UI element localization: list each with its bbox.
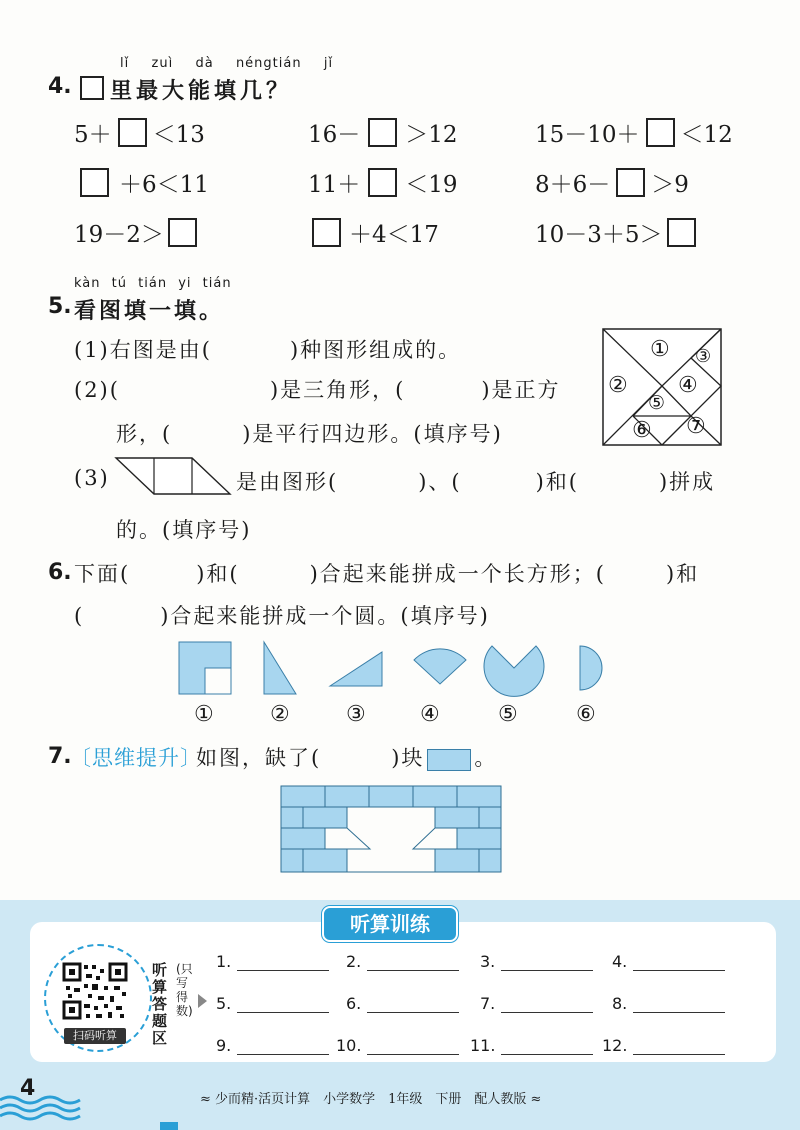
q4-pinyin: lǐ zuì dà néngtián jǐ xyxy=(120,56,334,71)
answer-area-label: 听算答题区 xyxy=(152,961,168,1047)
listen-title: 听算训练 xyxy=(322,906,458,942)
q5-number: 5. xyxy=(48,294,72,319)
q6-number: 6. xyxy=(48,560,72,585)
brick-wall-figure xyxy=(280,785,504,875)
edge-marker xyxy=(160,1122,178,1130)
shape-2 xyxy=(264,642,296,694)
answer-slot[interactable]: 5. xyxy=(216,994,329,1013)
q6-line1: 下面( )和( )合起来能拼成一个长方形；( )和 xyxy=(74,562,700,586)
q5-part3-cont: 的。(填序号) xyxy=(116,518,252,542)
answer-slot[interactable]: 3. xyxy=(480,952,593,971)
shape-5 xyxy=(484,646,544,696)
answer-box[interactable] xyxy=(368,118,397,147)
answer-slot[interactable]: 7. xyxy=(480,994,593,1013)
q7-tag: 〔思维提升〕 xyxy=(70,746,202,770)
tangram-label: ⑦ xyxy=(686,414,706,439)
shape-label: ⑤ xyxy=(498,702,518,727)
shape-label: ② xyxy=(270,702,290,727)
answer-box[interactable] xyxy=(80,168,109,197)
shape-label: ④ xyxy=(420,702,440,727)
q5-part2: (2)( )是三角形，( )是正方 xyxy=(74,378,561,402)
q5-pinyin: kàn tú tián yi tián xyxy=(74,276,232,291)
tangram-label: ⑥ xyxy=(632,418,652,443)
tangram-label: ① xyxy=(650,337,670,362)
tangram-label: ④ xyxy=(678,373,698,398)
q4-item-3: 15－10＋ ＜12 xyxy=(535,116,733,149)
q4-item-5: 11＋ ＜19 xyxy=(308,166,458,199)
shape-label: ③ xyxy=(346,702,366,727)
shape-label: ⑥ xyxy=(576,702,596,727)
parallelogram-figure xyxy=(114,456,232,496)
shape-3 xyxy=(330,652,382,686)
answer-slot[interactable]: 11. xyxy=(470,1036,593,1055)
wave-decoration xyxy=(0,1072,90,1122)
q4-item-4: ＋6＜11 xyxy=(80,166,209,199)
q7-number: 7. xyxy=(48,744,72,769)
answer-area-note: (只写得数) xyxy=(176,962,193,1018)
q4-box-icon xyxy=(80,76,104,104)
qr-code-icon[interactable] xyxy=(62,962,128,1022)
shape-label: ① xyxy=(194,702,214,727)
q4-title: 里最大能填几？ xyxy=(110,79,293,104)
answer-slot[interactable]: 8. xyxy=(612,994,725,1013)
shape-4 xyxy=(414,649,466,684)
page-number: 4 xyxy=(20,1076,36,1101)
q5-part2-cont: 形，( )是平行四边形。(填序号) xyxy=(116,422,503,446)
q5-part3-label: (3) xyxy=(74,466,110,490)
q4-number: 4. xyxy=(48,74,72,99)
q4-item-8: ＋4＜17 xyxy=(312,216,439,249)
q6-line2: ( )合起来能拼成一个圆。(填序号) xyxy=(74,604,490,628)
answer-slot[interactable]: 6. xyxy=(346,994,459,1013)
footer-text: ≈ 少而精·活页计算 小学数学 1年级 下册 配人教版 ≈ xyxy=(200,1092,542,1107)
q5-part1: (1)右图是由( )种图形组成的。 xyxy=(74,338,462,362)
scan-label: 扫码听算 xyxy=(64,1028,126,1044)
answer-slot[interactable]: 1. xyxy=(216,952,329,971)
answer-slot[interactable]: 2. xyxy=(346,952,459,971)
answer-box[interactable] xyxy=(616,168,645,197)
q5-part3: 是由图形( )、( )和( )拼成 xyxy=(236,470,716,494)
brick-icon xyxy=(427,749,471,771)
q5-title: 看图填一填。 xyxy=(74,299,225,324)
tangram-label: ② xyxy=(608,373,628,398)
answer-box[interactable] xyxy=(368,168,397,197)
answer-slot[interactable]: 4. xyxy=(612,952,725,971)
tangram-label: ③ xyxy=(695,346,712,367)
tangram-label: ⑤ xyxy=(648,392,666,414)
shape-1 xyxy=(179,642,231,694)
q4-item-6: 8＋6－ ＞9 xyxy=(535,166,689,199)
q4-item-9: 10－3＋5＞ xyxy=(535,216,696,249)
shape-6 xyxy=(580,646,602,690)
arrow-right-icon xyxy=(198,994,207,1008)
answer-box[interactable] xyxy=(118,118,147,147)
answer-slot[interactable]: 12. xyxy=(602,1036,725,1055)
q6-shapes xyxy=(170,638,620,698)
answer-box[interactable] xyxy=(646,118,675,147)
q4-item-1: 5＋ ＜13 xyxy=(74,116,205,149)
q7-text: 如图，缺了( )块 。 xyxy=(196,746,498,770)
answer-slot[interactable]: 10. xyxy=(336,1036,459,1055)
answer-box[interactable] xyxy=(168,218,197,247)
q4-item-2: 16－ ＞12 xyxy=(308,116,458,149)
answer-box[interactable] xyxy=(667,218,696,247)
answer-box[interactable] xyxy=(312,218,341,247)
answer-slot[interactable]: 9. xyxy=(216,1036,329,1055)
q4-item-7: 19－2＞ xyxy=(74,216,197,249)
